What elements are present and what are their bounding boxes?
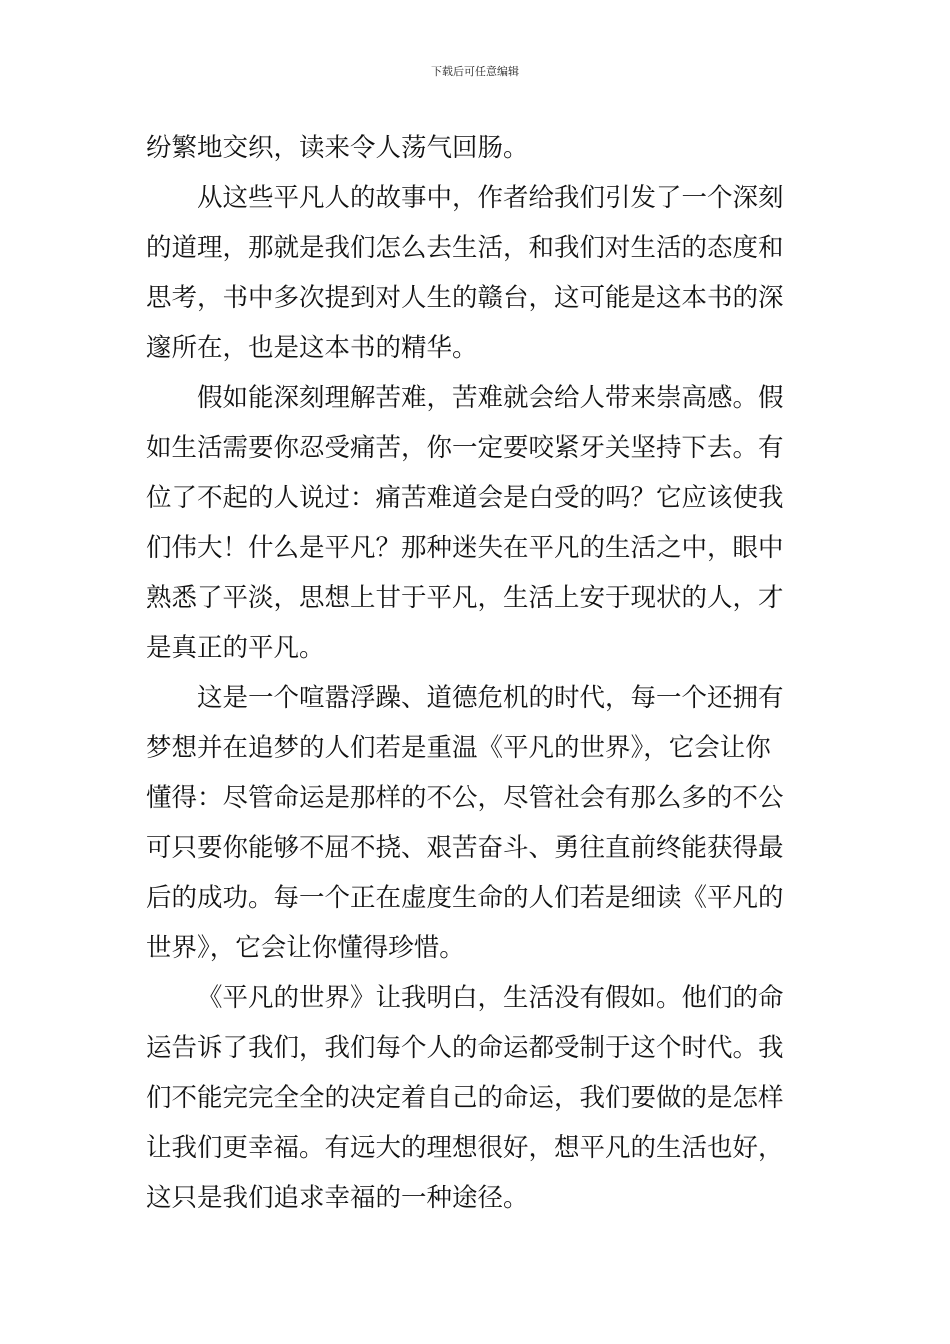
text-line: 这只是我们追求幸福的一种途径。: [146, 1183, 529, 1213]
text-line: 位了不起的人说过：痛苦难道会是白受的吗？它应该使我: [146, 483, 784, 513]
text-line: 纷繁地交织，读来令人荡气回肠。: [146, 133, 529, 163]
text-line: 们不能完完全全的决定着自己的命运，我们要做的是怎样: [146, 1083, 784, 1113]
text-line: 如生活需要你忍受痛苦，你一定要咬紧牙关坚持下去。有: [146, 433, 784, 463]
page-header: 下载后可任意编辑: [431, 65, 519, 78]
text-line: 运告诉了我们，我们每个人的命运都受制于这个时代。我: [146, 1033, 784, 1063]
text-line: 们伟大！什么是平凡？那种迷失在平凡的生活之中，眼中: [146, 533, 784, 563]
text-line: 《平凡的世界》让我明白，生活没有假如。他们的命: [197, 983, 784, 1013]
text-line: 是真正的平凡。: [146, 633, 325, 663]
text-line: 思考，书中多次提到对人生的赣台，这可能是这本书的深: [146, 283, 784, 313]
body-text: [146, 123, 811, 1223]
text-line: 邃所在，也是这本书的精华。: [146, 333, 478, 363]
text-line: 梦想并在追梦的人们若是重温《平凡的世界》，它会让你: [146, 733, 771, 763]
text-line: 世界》，它会让你懂得珍惜。: [146, 933, 465, 963]
text-line: 假如能深刻理解苦难，苦难就会给人带来崇高感。假: [197, 383, 784, 413]
text-line: 后的成功。每一个正在虚度生命的人们若是细读《平凡的: [146, 883, 784, 913]
text-line: 从这些平凡人的故事中，作者给我们引发了一个深刻: [197, 183, 784, 213]
text-line: 熟悉了平淡，思想上甘于平凡，生活上安于现状的人，才: [146, 583, 784, 613]
text-line: 让我们更幸福。有远大的理想很好，想平凡的生活也好，: [146, 1133, 784, 1163]
text-line: 可只要你能够不屈不挠、艰苦奋斗、勇往直前终能获得最: [146, 833, 784, 863]
text-line: 的道理，那就是我们怎么去生活，和我们对生活的态度和: [146, 233, 784, 263]
text-line: 这是一个喧嚣浮躁、道德危机的时代，每一个还拥有: [197, 683, 784, 713]
text-line: 懂得：尽管命运是那样的不公，尽管社会有那么多的不公: [146, 783, 784, 813]
